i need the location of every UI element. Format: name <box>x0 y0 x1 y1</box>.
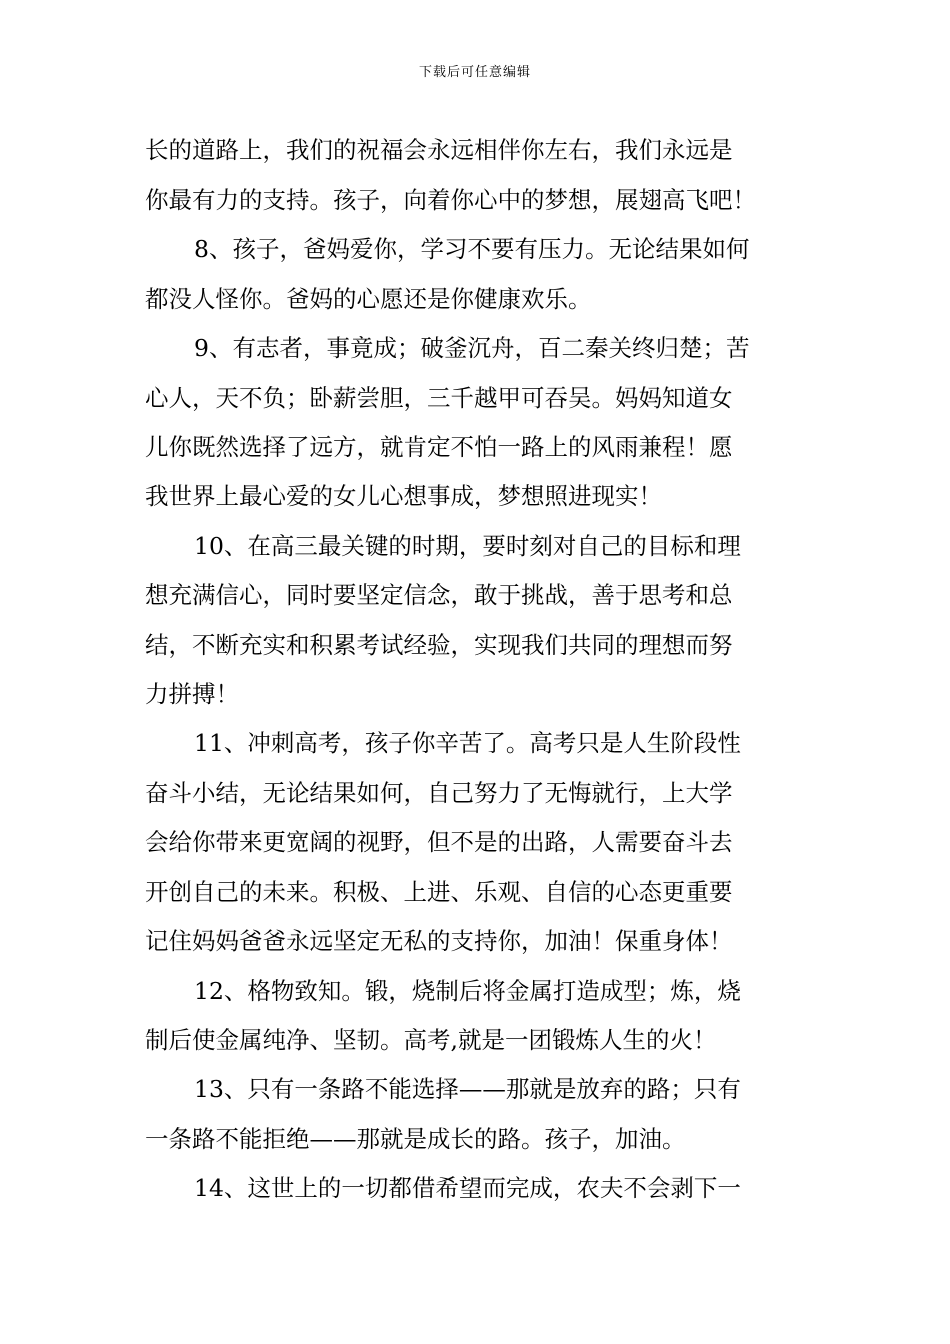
page-header: 下载后可任意编辑 <box>418 65 531 80</box>
